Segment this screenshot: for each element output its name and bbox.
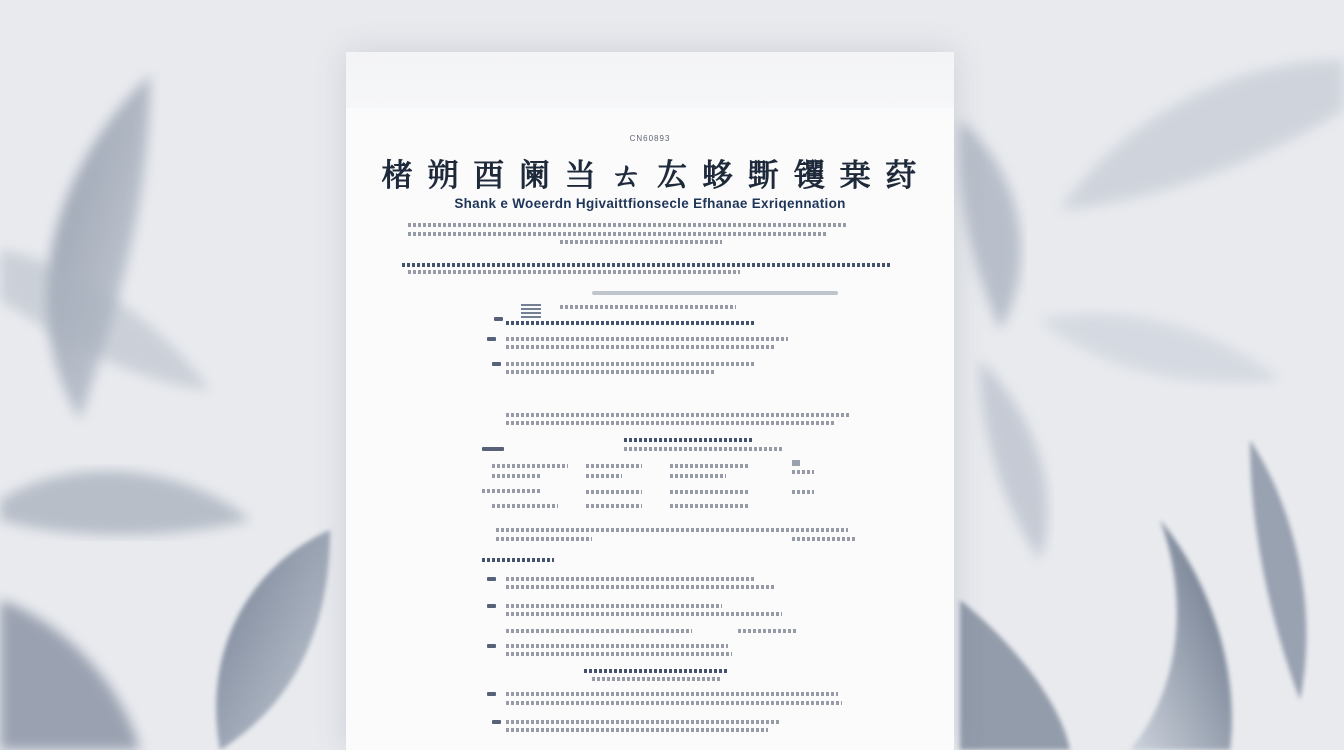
table-cell [586,464,642,468]
note-line [496,537,592,541]
intro-line [560,240,722,244]
table-cell [792,490,814,494]
item-line [506,728,768,732]
item-line [506,421,834,425]
document-kicker: CN60893 [629,134,671,143]
table-cell-mark [792,460,800,466]
header-rule [592,291,838,295]
table-cell [586,504,642,508]
item-number [487,577,496,581]
item-line [506,337,788,341]
table-cell [482,489,542,493]
item-line [506,629,692,633]
note-line [496,528,848,532]
item-number [494,317,503,321]
table-cell [492,464,568,468]
table-title [624,438,754,442]
item-number [487,337,496,341]
item-line [506,362,754,366]
table-cell [492,474,542,478]
item-line [506,413,850,417]
table-cell [586,474,622,478]
summary-line [402,263,890,267]
table-cell [792,470,814,474]
table-cell [670,464,750,468]
table-cell [586,490,642,494]
table-cell [670,504,750,508]
item-line [506,577,754,581]
document-page [346,52,954,750]
item-line [506,720,780,724]
item-number [487,692,496,696]
document-title-chinese: 楮 朔 酉 阑 当 ㄊ 厷 蛥 斲 䦆 枽 荮 [381,158,919,194]
item-number [492,720,501,724]
intro-line [408,223,846,227]
table-cell [670,474,726,478]
item-number [487,644,496,648]
section-heading [482,558,554,562]
item-line [506,370,716,374]
item-line [506,585,776,589]
qr-icon [521,304,541,318]
note-line [792,537,856,541]
header-line [506,321,754,325]
table-cell [492,504,558,508]
summary-line [408,270,740,274]
item-number [487,604,496,608]
table-label [482,447,504,451]
item-line [506,345,776,349]
item-number [492,362,501,366]
item-line [506,692,838,696]
table-caption [624,447,784,451]
table-cell [670,490,750,494]
item-line [506,604,722,608]
sub-heading [584,669,728,673]
header-line [560,305,736,309]
item-line [506,644,728,648]
intro-line [408,232,826,236]
sub-heading [592,677,722,681]
item-line [506,652,732,656]
item-line [738,629,798,633]
document-title-english: Shank e Woeerdn Hgivaittfionsecle Efhanae Exriqennation [454,196,846,211]
item-line [506,612,782,616]
item-line [506,701,842,705]
